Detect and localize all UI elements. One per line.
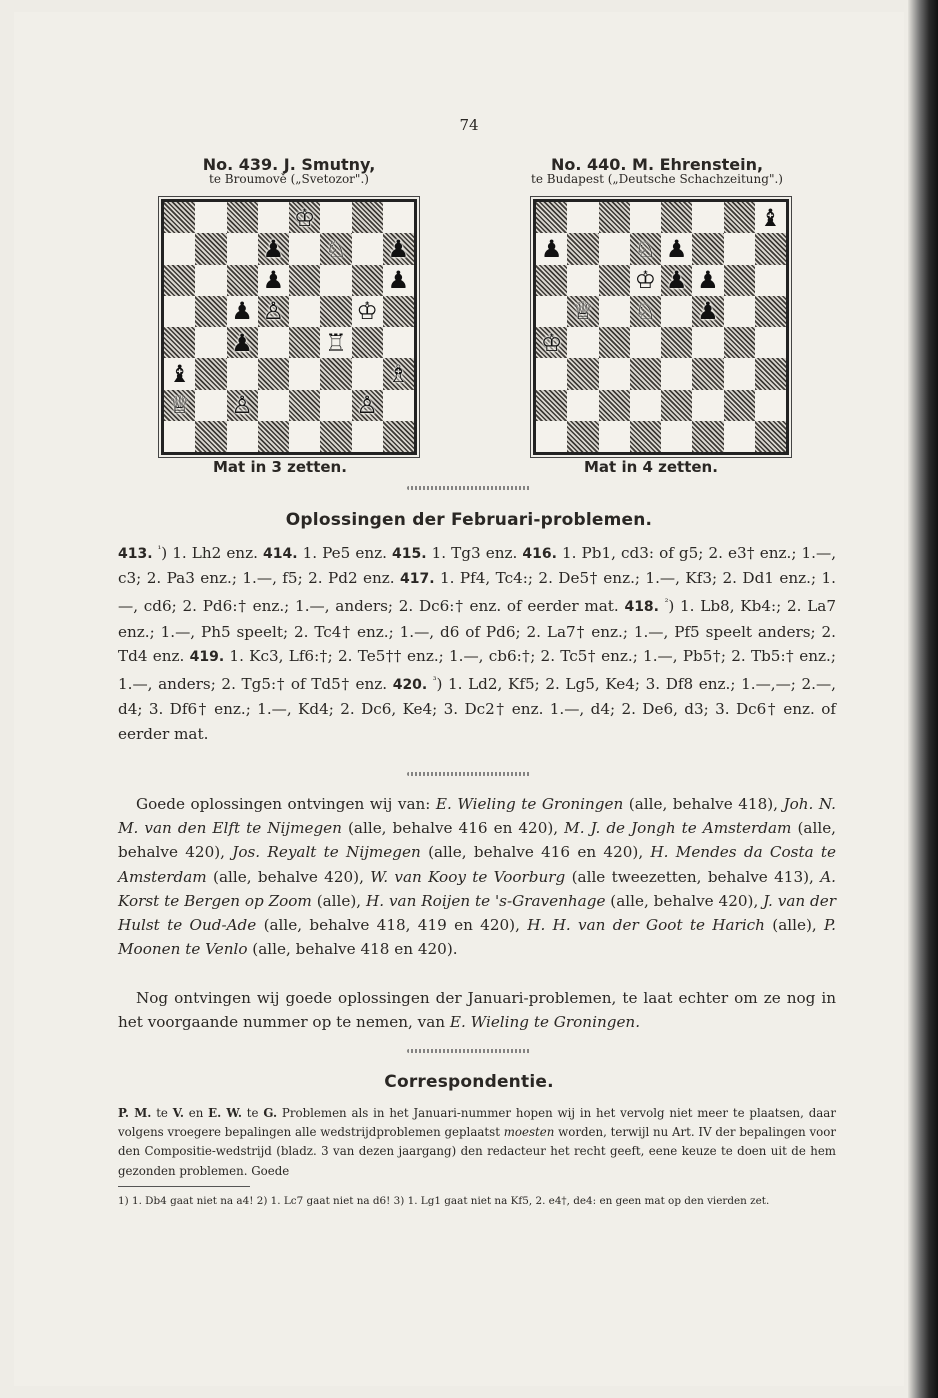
text-run: 1. Pf4, Tc4:; 2. De5† enz.; 1.—, Kf3; 2. Dd1 enz.; 1.—, cd6; 2. Pd6:† enz.; 1.—, anders; 2. Dc6:† enz. of eerder mat.: [118, 569, 836, 616]
chess-board-439: [161, 199, 417, 455]
board-square-b3: [567, 358, 598, 389]
board-square-e5: [289, 296, 320, 327]
problem-440-source: te Budapest („Deutsche Schachzeitung".): [531, 172, 783, 186]
board-square-g7: [724, 233, 755, 264]
board-square-a3: [536, 358, 567, 389]
chess-piece-icon: ♟: [387, 266, 410, 295]
text-run: worden, terwijl nu Art. IV der bepalingen voor den Compositie-wedstrijd (bladz. 3 van dezen jaargang) den redacteur het recht geeft, eene keuze te doen uit de hem gezonden problemen. Goede: [118, 1125, 836, 1178]
text-run: 1. Pe5 enz.: [297, 544, 393, 563]
text-run: Goede oplossingen ontvingen wij van:: [136, 795, 436, 813]
text-run: (alle),: [764, 916, 825, 935]
board-square-f7: [320, 233, 351, 264]
board-square-d7: [630, 233, 661, 264]
board-square-f6: [692, 265, 723, 296]
board-square-g3: [352, 358, 383, 389]
board-square-c5: [599, 296, 630, 327]
text-run: 1. Kc3, Lf6:†; 2. Te5†† enz.; 1.—, cb6:†; 2. Tc5† enz.; 1.—, Pb5†; 2. Tb5:† enz.; 1.—, anders; 2. Tg5:† of Td5† enz.: [118, 646, 836, 694]
board-square-f7: [692, 233, 723, 264]
board-square-h3: [383, 358, 414, 389]
board-square-h1: [383, 421, 414, 452]
board-square-f3: [692, 358, 723, 389]
solutions-heading: Oplossingen der Februari-problemen.: [285, 510, 653, 530]
chess-board-440: [533, 199, 789, 455]
solutions-text: [118, 538, 836, 746]
italic-name: E. Wieling te Groningen: [435, 795, 624, 813]
text-run: ) 1. Lb8, Kb4:; 2. La7 enz.; 1.—, Ph5 speelt; 2. Tc4† enz.; 1.—, d6 of Pd6; 2. La7† enz.; 1.—, Pf5 speelt anders; 2. Td4 enz.: [118, 597, 837, 665]
italic-name: E. Wieling te Groningen.: [449, 1013, 641, 1032]
text-run: (alle, behalve 416 en 420),: [420, 843, 651, 862]
board-square-d3: [630, 358, 661, 389]
chess-piece-icon: ♗: [387, 359, 410, 388]
board-square-a1: [536, 421, 567, 452]
board-square-e1: [289, 421, 320, 452]
board-square-e2: [289, 390, 320, 421]
footnote-rule: [118, 1186, 250, 1187]
problem-440-caption: Mat in 4 zetten.: [584, 458, 718, 476]
italic-name: Joh. N. M. van den Elft te Nijmegen: [118, 795, 836, 838]
correspondence-heading: Correspondentie.: [384, 1072, 554, 1092]
chess-piece-icon: ♝: [168, 359, 191, 388]
board-square-e8: [661, 202, 692, 233]
page-number: 74: [459, 116, 479, 134]
chess-piece-icon: ♙: [356, 391, 378, 420]
italic-name: P. Moonen te Venlo: [118, 916, 836, 959]
board-square-b2: [195, 390, 226, 421]
text-run: (alle, behalve 420),: [118, 819, 837, 862]
chess-piece-icon: ♘: [325, 234, 347, 263]
italic-name: H. Mendes da Costa te Amsterdam: [118, 843, 836, 886]
board-square-b4: [567, 327, 598, 358]
text-run: ²: [664, 598, 669, 609]
board-square-c4: [599, 327, 630, 358]
board-square-c5: [227, 296, 258, 327]
board-square-a6: [164, 265, 195, 296]
board-square-d6: [258, 265, 289, 296]
board-square-e5: [661, 296, 692, 327]
chess-piece-icon: ♖: [325, 328, 347, 357]
chess-piece-icon: ♕: [572, 297, 594, 326]
board-square-a8: [164, 202, 195, 233]
board-square-c7: [599, 233, 630, 264]
text-run: te: [241, 1106, 264, 1120]
board-square-f2: [320, 390, 351, 421]
board-square-b1: [195, 421, 226, 452]
ornament-divider: [407, 1049, 531, 1053]
board-square-d7: [258, 233, 289, 264]
ornament-divider: [407, 772, 531, 776]
board-square-h7: [383, 233, 414, 264]
text-run: (alle, behalve 420),: [605, 891, 764, 910]
chess-piece-icon: ♕: [168, 391, 191, 420]
board-square-h6: [383, 265, 414, 296]
board-square-c1: [227, 421, 258, 452]
board-square-h2: [383, 390, 414, 421]
board-square-b7: [195, 233, 226, 264]
board-square-c2: [227, 390, 258, 421]
text-run: Problemen als in het Januari-nummer hopen wij in het vervolg niet meer te plaatsen, daar volgens vroegere bepalingen alle wedstrijdproblemen geplaatst: [118, 1106, 836, 1140]
board-square-a4: [164, 327, 195, 358]
board-square-e8: [289, 202, 320, 233]
board-square-g2: [724, 390, 755, 421]
board-square-f2: [692, 390, 723, 421]
board-square-e7: [289, 233, 320, 264]
chess-piece-icon: ♟: [665, 234, 688, 263]
board-square-h3: [755, 358, 786, 389]
board-square-f1: [692, 421, 723, 452]
board-square-b1: [567, 421, 598, 452]
book-binding-edge: [908, 0, 938, 1398]
board-square-e6: [661, 265, 692, 296]
board-square-g7: [352, 233, 383, 264]
board-square-a8: [536, 202, 567, 233]
board-square-f8: [320, 202, 351, 233]
chess-piece-icon: ♟: [665, 266, 688, 295]
board-square-f5: [692, 296, 723, 327]
chess-piece-icon: ♘: [634, 234, 657, 263]
text-run: en: [183, 1106, 209, 1120]
board-square-a7: [536, 233, 567, 264]
board-square-d3: [258, 358, 289, 389]
board-square-c4: [227, 327, 258, 358]
bold-label: 413.: [118, 546, 153, 563]
text-run: (alle, behalve 420),: [206, 867, 371, 886]
board-square-f5: [320, 296, 351, 327]
bold-label: 417.: [400, 571, 435, 588]
board-square-h7: [755, 233, 786, 264]
chess-piece-icon: ♟: [231, 297, 253, 326]
board-square-d8: [258, 202, 289, 233]
chess-piece-icon: ♟: [697, 297, 719, 326]
italic-name: J. van der Hulst te Oud-Ade: [118, 891, 837, 935]
board-square-d6: [630, 265, 661, 296]
text-run: (alle, behalve 418 en 420).: [247, 940, 458, 959]
italic-name: A. Korst te Bergen op Zoom: [118, 867, 836, 910]
chess-piece-icon: ♔: [293, 203, 316, 232]
bold-label: V.: [172, 1106, 184, 1120]
chess-piece-icon: ♙: [231, 391, 253, 420]
board-square-a6: [536, 265, 567, 296]
board-square-h6: [755, 265, 786, 296]
board-square-g3: [724, 358, 755, 389]
correspondence-text: [118, 1104, 836, 1181]
board-square-d5: [630, 296, 661, 327]
text-run: ³: [432, 676, 437, 687]
board-square-f4: [320, 327, 351, 358]
italic-name: W. van Kooy te Voorburg: [370, 867, 566, 886]
board-square-e4: [661, 327, 692, 358]
bold-label: 415.: [392, 546, 427, 563]
italic-name: H. H. van der Goot te Harich: [527, 916, 765, 935]
board-square-f8: [692, 202, 723, 233]
chess-piece-icon: ♝: [759, 203, 782, 232]
board-square-c8: [227, 202, 258, 233]
chess-piece-icon: ♟: [540, 234, 563, 263]
board-square-a7: [164, 233, 195, 264]
board-square-c1: [599, 421, 630, 452]
bold-label: 420.: [392, 677, 428, 694]
bold-label: 419.: [189, 648, 225, 665]
board-square-g2: [352, 390, 383, 421]
board-square-e1: [661, 421, 692, 452]
board-square-d1: [630, 421, 661, 452]
board-square-g4: [352, 327, 383, 358]
january-solvers-text: [118, 986, 836, 1034]
text-run: Nog ontvingen wij goede oplossingen der Januari-problemen, te laat echter om ze nog in het voorgaande nummer op te nemen, van: [118, 989, 836, 1032]
problem-439-source: te Broumově („Svetozor".): [209, 172, 369, 186]
board-square-f3: [320, 358, 351, 389]
text-run: ) 1. Lh2 enz.: [161, 544, 263, 563]
board-square-h8: [383, 202, 414, 233]
board-square-b8: [567, 202, 598, 233]
board-square-d4: [258, 327, 289, 358]
board-square-d1: [258, 421, 289, 452]
board-square-h8: [755, 202, 786, 233]
chess-piece-icon: ♟: [262, 266, 285, 295]
board-square-f6: [320, 265, 351, 296]
board-square-g6: [724, 265, 755, 296]
text-run: (alle, behalve 418),: [623, 795, 784, 813]
board-square-b5: [195, 296, 226, 327]
board-square-h5: [755, 296, 786, 327]
board-square-g5: [352, 296, 383, 327]
chess-piece-icon: ♟: [697, 266, 719, 295]
chess-piece-icon: ♔: [356, 297, 378, 326]
chess-piece-icon: ♘: [634, 297, 657, 326]
correct-solvers-text: [118, 792, 836, 961]
board-square-c3: [599, 358, 630, 389]
board-square-g8: [352, 202, 383, 233]
chess-piece-icon: ♟: [387, 234, 410, 263]
board-square-d2: [258, 390, 289, 421]
board-square-c3: [227, 358, 258, 389]
board-square-e4: [289, 327, 320, 358]
board-square-a5: [536, 296, 567, 327]
board-square-g1: [724, 421, 755, 452]
text-run: (alle, behalve 416 en 420),: [341, 819, 565, 838]
chess-piece-icon: ♟: [231, 328, 253, 357]
italic-name: Jos. Reyalt te Nijmegen: [232, 843, 421, 862]
board-square-d4: [630, 327, 661, 358]
board-square-g1: [352, 421, 383, 452]
board-square-a3: [164, 358, 195, 389]
board-square-a2: [164, 390, 195, 421]
italic-name: moesten: [503, 1125, 555, 1140]
board-square-h2: [755, 390, 786, 421]
board-square-b6: [195, 265, 226, 296]
board-square-c8: [599, 202, 630, 233]
problem-439-header: [158, 157, 420, 187]
chess-piece-icon: ♔: [634, 266, 657, 295]
board-square-h4: [755, 327, 786, 358]
board-square-b8: [195, 202, 226, 233]
board-square-c7: [227, 233, 258, 264]
board-square-c2: [599, 390, 630, 421]
text-run: ) 1. Ld2, Kf5; 2. Lg5, Ke4; 3. Df8 enz.; 1.—,—; 2.—, d4; 3. Df6† enz.; 1.—, Kd4; 2. Dc6, Ke4; 3. Dc2† enz. 1.—, d4; 2. De6, d3; 3. Dc6† enz. of eerder mat.: [118, 675, 836, 743]
italic-name: H. van Roijen te 's-Gravenhage: [366, 891, 606, 910]
text-run: (alle),: [311, 891, 367, 910]
problem-439-title: No. 439. J. Smutny,: [202, 155, 376, 174]
board-square-d2: [630, 390, 661, 421]
board-square-a1: [164, 421, 195, 452]
board-square-h5: [383, 296, 414, 327]
board-square-b3: [195, 358, 226, 389]
problem-440-title: No. 440. M. Ehrenstein,: [550, 155, 764, 174]
board-square-d5: [258, 296, 289, 327]
board-square-e7: [661, 233, 692, 264]
text-run: (alle tweezetten, behalve 413),: [565, 867, 821, 886]
text-run: (alle, behalve 418, 419 en 420),: [256, 916, 528, 935]
board-square-e2: [661, 390, 692, 421]
text-run: te: [151, 1106, 173, 1120]
bold-label: G.: [263, 1106, 278, 1120]
board-square-a2: [536, 390, 567, 421]
board-square-b5: [567, 296, 598, 327]
text-run: 1. Tg3 enz.: [426, 544, 523, 563]
footnotes: 1) 1. Db4 gaat niet na a4! 2) 1. Lc7 gaat niet na d6! 3) 1. Lg1 gaat niet na Kf5, 2. e4†, de4: en geen mat op den vierden zet.: [118, 1195, 770, 1207]
problem-439-caption: Mat in 3 zetten.: [213, 458, 347, 476]
bold-label: 416.: [522, 546, 557, 563]
board-square-f1: [320, 421, 351, 452]
board-square-c6: [599, 265, 630, 296]
problem-440-header: [512, 157, 802, 187]
board-square-g8: [724, 202, 755, 233]
board-square-b4: [195, 327, 226, 358]
text-run: 1. Pb1, cd3: of g5; 2. e3† enz.; 1.—, c3; 2. Pa3 enz.; 1.—, f5; 2. Pd2 enz.: [118, 544, 837, 588]
bold-label: E. W.: [208, 1106, 242, 1120]
board-square-g5: [724, 296, 755, 327]
italic-name: M. J. de Jongh te Amsterdam: [564, 819, 792, 838]
chess-piece-icon: ♔: [540, 328, 563, 357]
board-square-e3: [661, 358, 692, 389]
bold-label: 414.: [262, 546, 298, 563]
board-square-d8: [630, 202, 661, 233]
board-square-h4: [383, 327, 414, 358]
board-square-g6: [352, 265, 383, 296]
bold-label: P. M.: [118, 1106, 152, 1120]
ornament-divider: [407, 486, 531, 490]
board-square-h1: [755, 421, 786, 452]
bold-label: 418.: [624, 599, 659, 616]
board-square-b6: [567, 265, 598, 296]
chess-piece-icon: ♟: [262, 234, 285, 263]
board-square-a5: [164, 296, 195, 327]
board-square-b7: [567, 233, 598, 264]
board-square-f4: [692, 327, 723, 358]
board-square-e6: [289, 265, 320, 296]
board-square-c6: [227, 265, 258, 296]
board-square-e3: [289, 358, 320, 389]
board-square-g4: [724, 327, 755, 358]
board-square-b2: [567, 390, 598, 421]
board-square-a4: [536, 327, 567, 358]
chess-piece-icon: ♙: [262, 297, 285, 326]
text-run: ¹: [157, 545, 162, 555]
